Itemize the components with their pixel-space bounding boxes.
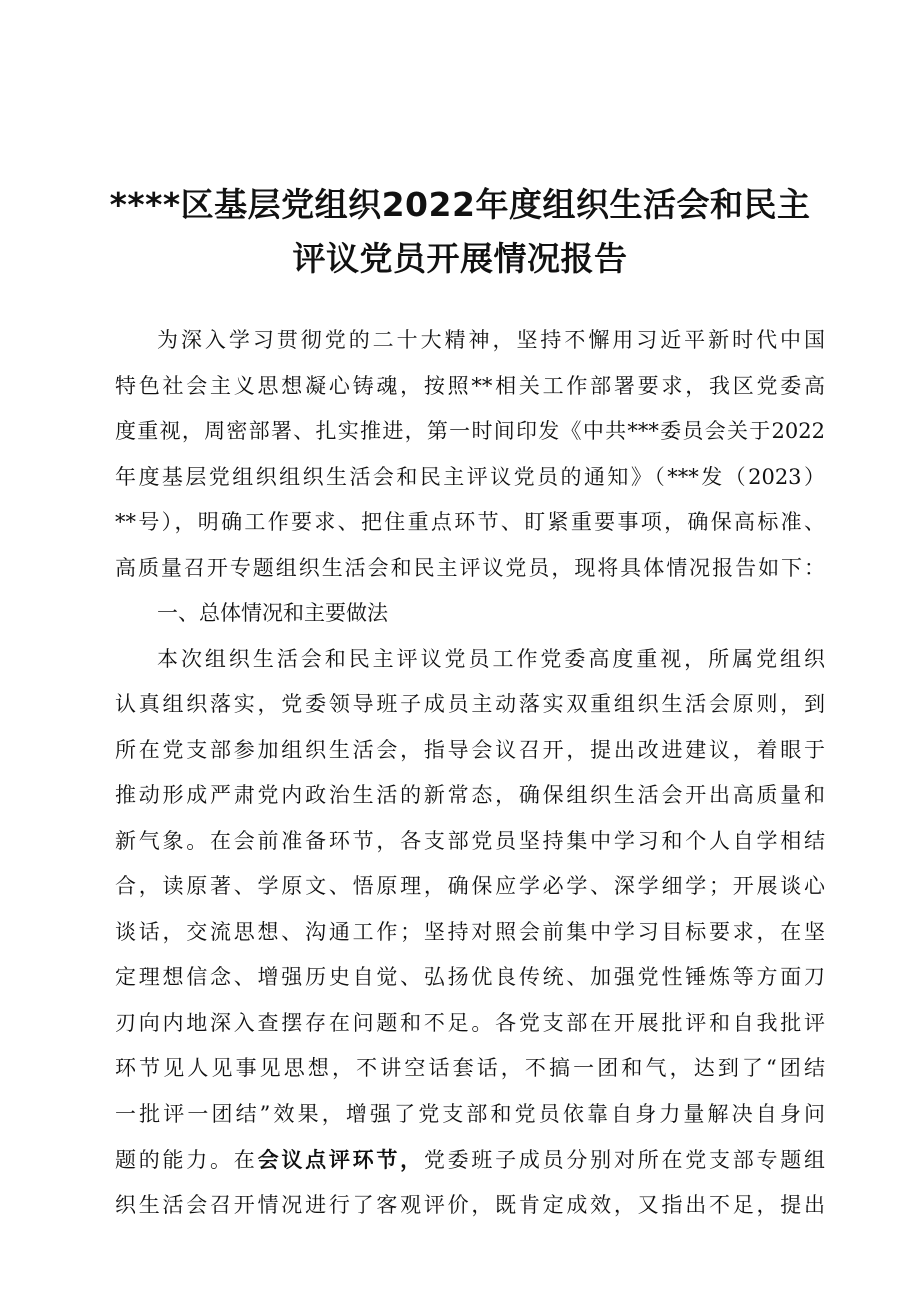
text-segment: 题的能力。在 [115,1148,258,1172]
paragraph-line: 高质量召开专题组织生活会和民主评议党员，现将具体情况报告如下： [115,555,825,580]
paragraph-line: 谈话，交流思想、沟通工作；坚持对照会前集中学习目标要求，在坚 [115,919,825,944]
document-body [115,318,825,1228]
document-title [0,178,920,286]
paragraph-line: **号），明确工作要求、把住重点环节、盯紧重要事项，确保高标准、 [115,510,825,534]
title-line: ****区基层党组织2022年度组织生活会和民主 [109,185,811,224]
title-line: 评议党员开展情况报告 [292,239,628,278]
paragraph-line: 认真组织落实，党委领导班子成员主动落实双重组织生活会原则，到 [115,692,825,716]
paragraph-line: 为深入学习贯彻党的二十大精神，坚持不懈用习近平新时代中国 [157,328,825,352]
paragraph-line: 年度基层党组织组织生活会和民主评议党员的通知》（***发（2023） [115,464,825,489]
paragraph-line: 刃向内地深入查摆存在问题和不足。各党支部在开展批评和自我批评 [115,1010,825,1035]
paragraph-line: 定理想信念、增强历史自觉、弘扬优良传统、加强党性锤炼等方面刀 [115,965,825,989]
paragraph-line: 一批评一团结”效果，增强了党支部和党员依靠自身力量解决自身问 [115,1101,825,1126]
paragraph-line: 推动形成严肃党内政治生活的新常态，确保组织生活会开出高质量和 [115,783,825,807]
text-segment: 党委班子成员分别对所在党支部专题组 [423,1148,825,1172]
paragraph-line: 织生活会召开情况进行了客观评价，既肯定成效，又指出不足，提出 [115,1192,825,1217]
section-heading: 一、总体情况和主要做法 [157,601,388,625]
paragraph-line: 环节见人见事见思想，不讲空话套话，不搞一团和气，达到了“团结 [115,1056,825,1080]
paragraph-line: 所在党支部参加组织生活会，指导会议召开，提出改进建议，着眼于 [115,737,825,762]
paragraph-line: 本次组织生活会和民主评议党员工作党委高度重视，所属党组织 [157,646,825,671]
paragraph-line [115,1137,825,1183]
bold-emphasis: 会议点评环节， [257,1147,424,1172]
paragraph-line: 度重视，周密部署、扎实推进，第一时间印发《中共***委员会关于2022 [115,419,825,443]
paragraph-line: 新气象。在会前准备环节，各支部党员坚持集中学习和个人自学相结 [115,828,825,853]
paragraph-line: 合，读原著、学原文、悟原理，确保应学必学、深学细学；开展谈心 [115,874,825,898]
paragraph-line: 特色社会主义思想凝心铸魂，按照**相关工作部署要求，我区党委高 [115,373,825,398]
